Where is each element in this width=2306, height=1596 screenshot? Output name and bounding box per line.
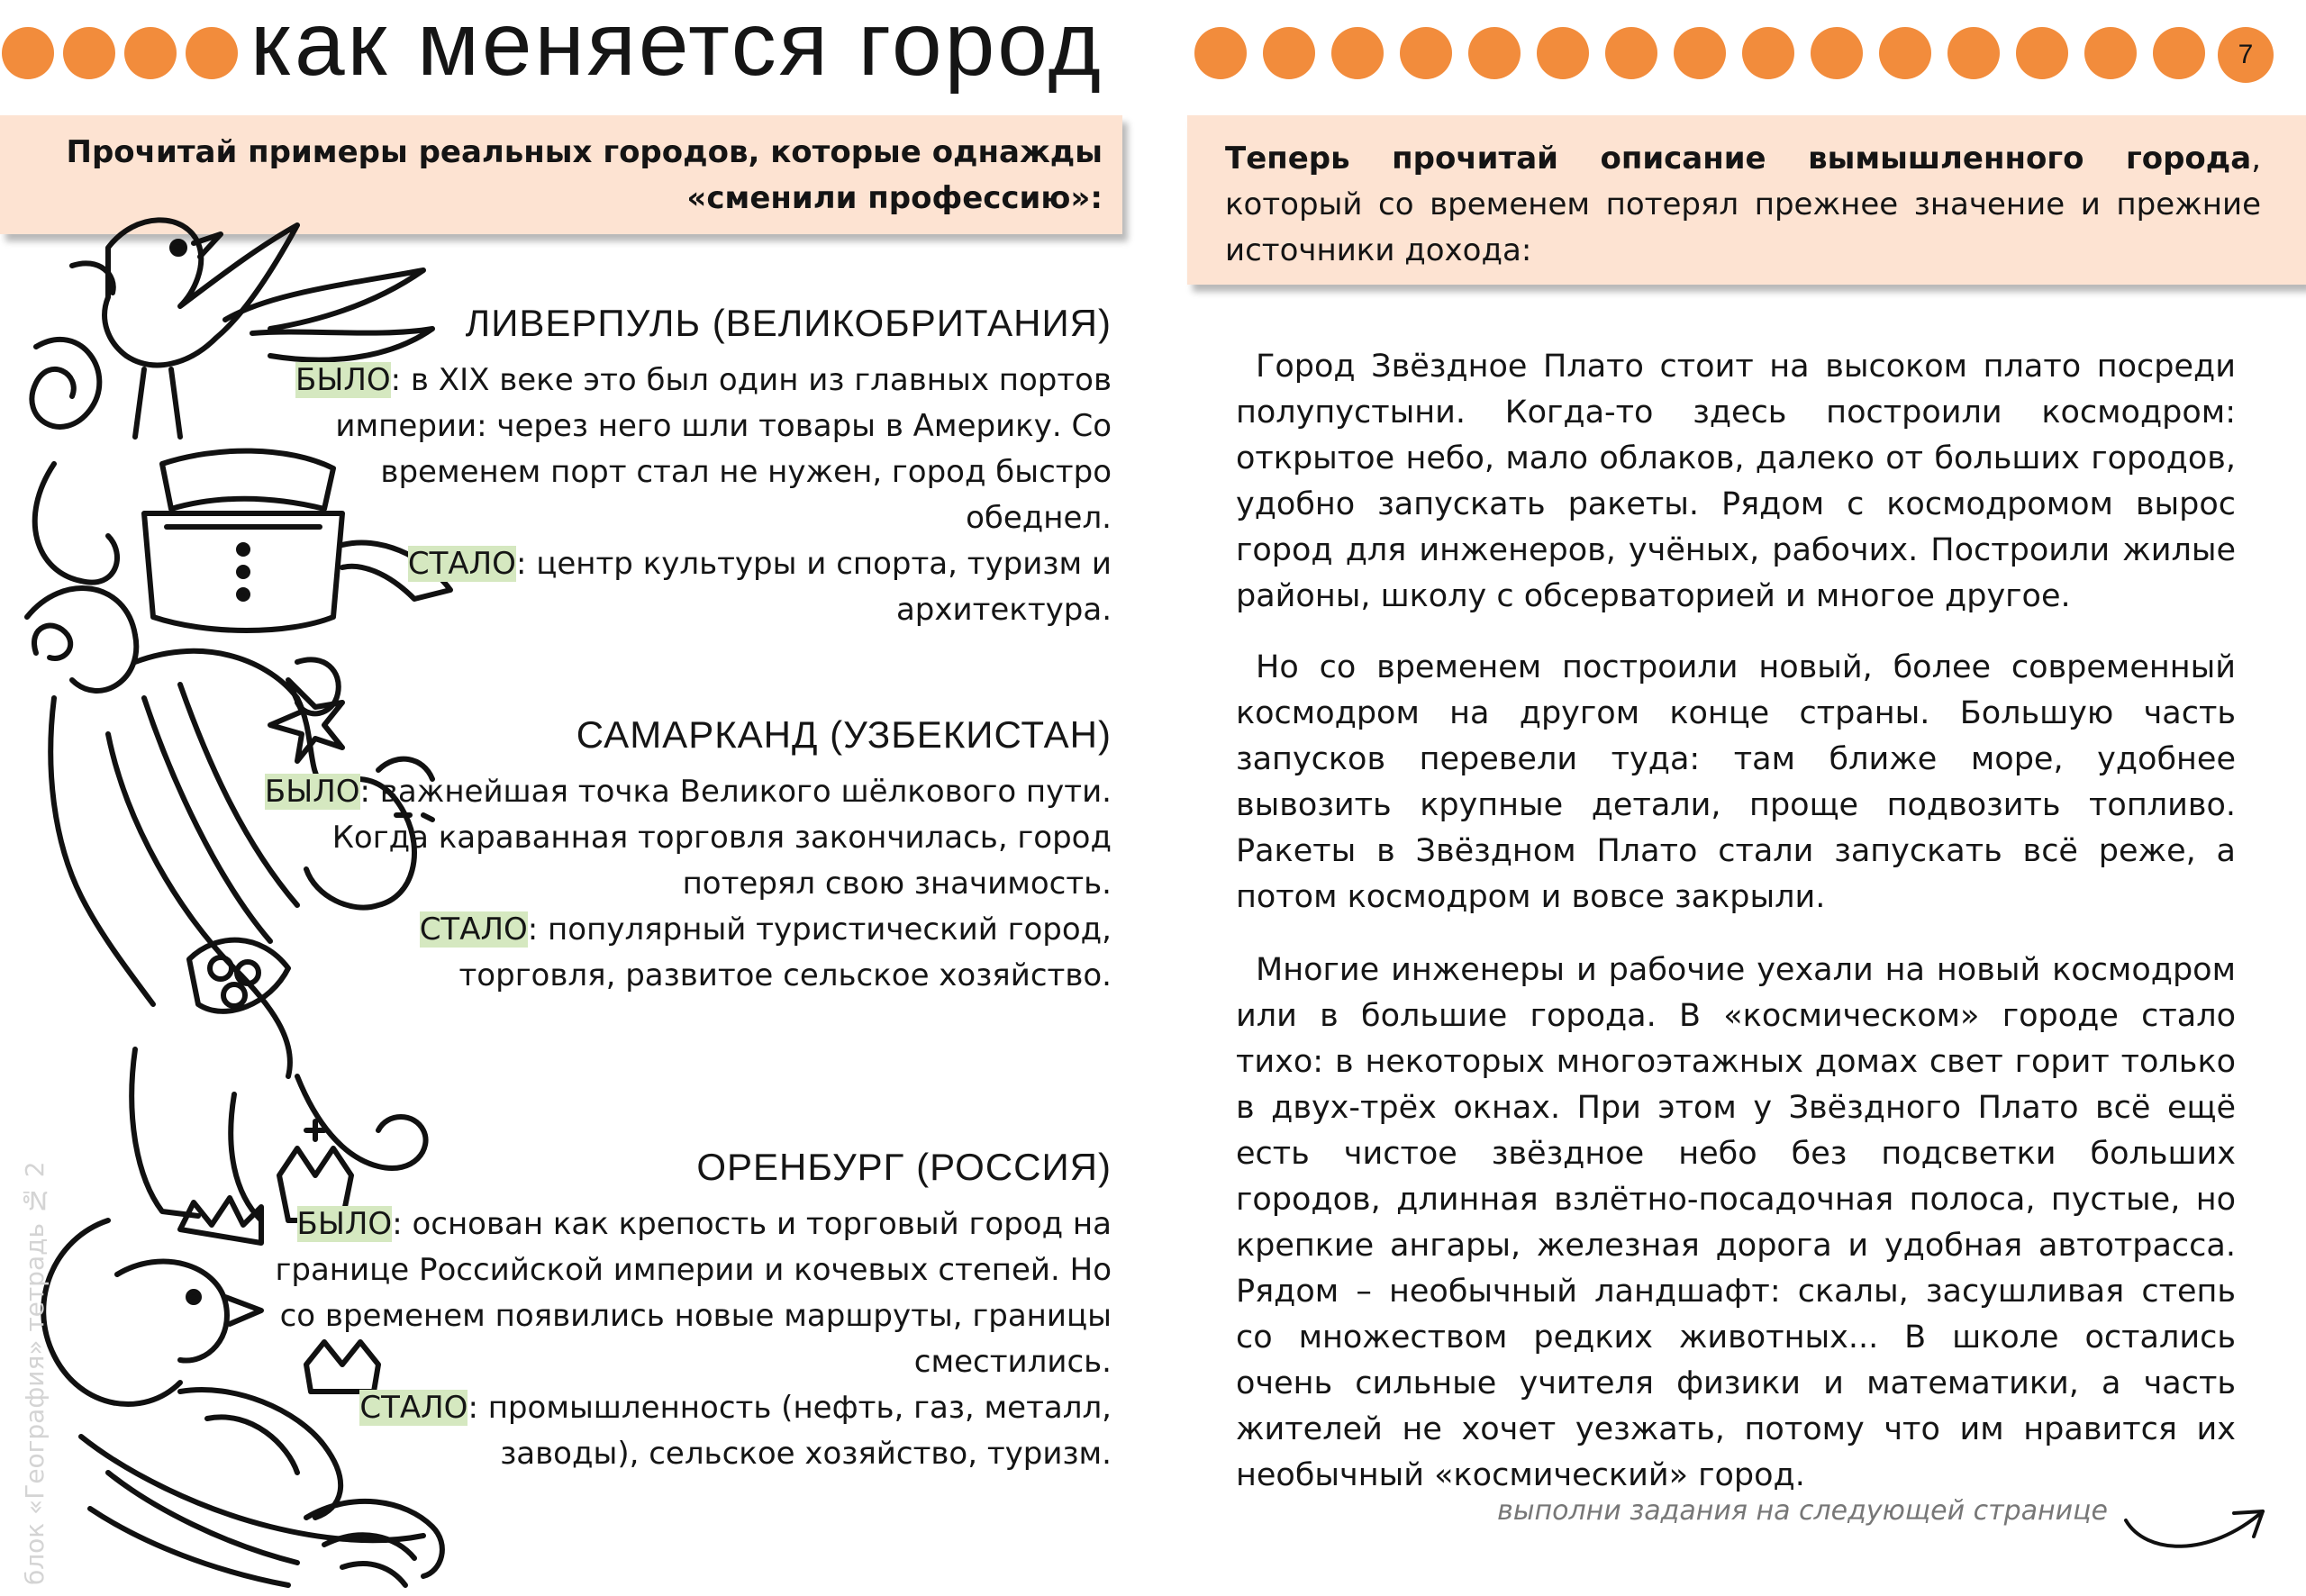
header-dot <box>1674 27 1726 79</box>
header-dot <box>186 27 238 79</box>
before-tag: БЫЛО <box>264 774 360 810</box>
arrow-right-icon <box>2119 1501 2272 1560</box>
story-paragraph: Многие инженеры и рабочие уехали на новый космодром или в большие города. В «космическом» городе стало тихо: в некоторых многоэтажных домах свет горит только в двух-трёх окнах. При этом у Звёздного Плато всё ещё есть чистое звёздное небо без подсветки больших городов, длинная взлётно-посадочная полоса, пустые, но крепкие ангары, железная дорога и удобная автотрасса. Рядом – необычный ландшафт: скалы, засушливая степь со множеством редких животных... В школе остались очень сильные учителя физики и математики, а часть жителей не хочет уезжать, потому что им нравится их необычный «космический» город. <box>1236 952 2236 1493</box>
before-tag: БЫЛО <box>296 1206 393 1242</box>
right-intro-rest: , который со временем потерял прежнее значение и прежние источники дохода: <box>1225 141 2261 268</box>
right-intro-box <box>1187 115 2306 285</box>
header-dot <box>1742 27 1794 79</box>
after-tag: СТАЛО <box>359 1390 468 1426</box>
after-text: : промышленность (нефть, газ, металл, заводы), сельское хозяйство, туризм. <box>468 1390 1112 1472</box>
city-orenburg <box>256 1146 1112 1477</box>
header-dot <box>1331 27 1384 79</box>
right-intro-text <box>1225 136 2261 274</box>
header-dot <box>1537 27 1589 79</box>
header-dot <box>1468 27 1521 79</box>
header-dot <box>1605 27 1657 79</box>
before-text: : важнейшая точка Великого шёлкового пути. Когда караванная торговля закончилась, город потерял свою значимость. <box>331 774 1112 902</box>
city-before <box>256 769 1112 907</box>
story-paragraph: Но со временем построили новый, более современный космодром на другом конце страны. Большую часть запусков перевели туда: там ближе море, удобнее вывозить крупные детали, проще подвозить топливо. Ракеты в Звёздном Плато стали запускать всё реже, а потом космодром и вовсе закрыли. <box>1236 649 2236 915</box>
city-after <box>256 907 1112 999</box>
city-before <box>256 1202 1112 1385</box>
before-text: : основан как крепость и торговый город на границе Российской империи и кочевых степей. Но со временем появились новые маршруты, границы сместились. <box>275 1206 1112 1380</box>
header-dot <box>2084 27 2137 79</box>
scroll-ornament-icon <box>27 340 136 691</box>
next-page-hint: выполни задания на следующей странице <box>1497 1495 2108 1527</box>
header-dot <box>2153 27 2205 79</box>
after-text: : популярный туристический город, торговля, развитое сельское хозяйство. <box>458 911 1112 993</box>
header-dot <box>1400 27 1452 79</box>
header-dot <box>63 27 115 79</box>
header-dot <box>1194 27 1247 79</box>
city-name: САМАРКАНД (УЗБЕКИСТАН) <box>576 713 1112 756</box>
header-dot <box>1947 27 2000 79</box>
page-title: как меняется город <box>250 0 1104 95</box>
header-dot <box>1811 27 1863 79</box>
after-tag: СТАЛО <box>407 546 516 582</box>
city-before <box>256 358 1112 541</box>
spine-label: блок «География» тетрадь № 2 <box>20 1161 50 1585</box>
story-paragraph: Город Звёздное Плато стоит на высоком плато посреди полупустыни. Когда-то здесь построили космодром: открытое небо, мало облаков, далеко от больших городов, удобно запускать ракеты. Рядом с космодромом вырос город для инженеров, учёных, рабочих. Построили жилые районы, школу с обсерваторией и многое другое. <box>1236 349 2236 614</box>
city-name: ЛИВЕРПУЛЬ (ВЕЛИКОБРИТАНИЯ) <box>465 302 1112 344</box>
city-after <box>256 541 1112 633</box>
after-text: : центр культуры и спорта, туризм и архитектура. <box>515 546 1112 628</box>
header-dot <box>2016 27 2068 79</box>
city-name: ОРЕНБУРГ (РОССИЯ) <box>696 1146 1112 1188</box>
city-liverpool <box>256 302 1112 633</box>
header-dot <box>124 27 177 79</box>
page-number: 7 <box>2218 27 2274 83</box>
header-dot <box>1879 27 1931 79</box>
before-text: : в XIX веке это был один из главных портов империи: через него шли товары в Америку. Со временем порт стал не нужен, город быстро обеднел. <box>335 362 1112 536</box>
left-intro-text: Прочитай примеры реальных городов, которые однажды «сменили профессию»: <box>66 134 1103 216</box>
after-tag: СТАЛО <box>419 911 528 948</box>
right-intro-bold: Теперь прочитай описание вымышленного города <box>1225 141 2252 177</box>
city-samarkand <box>256 713 1112 999</box>
header-dot <box>2 27 54 79</box>
header-dot <box>1263 27 1315 79</box>
before-tag: БЫЛО <box>295 362 391 398</box>
city-after <box>256 1385 1112 1477</box>
